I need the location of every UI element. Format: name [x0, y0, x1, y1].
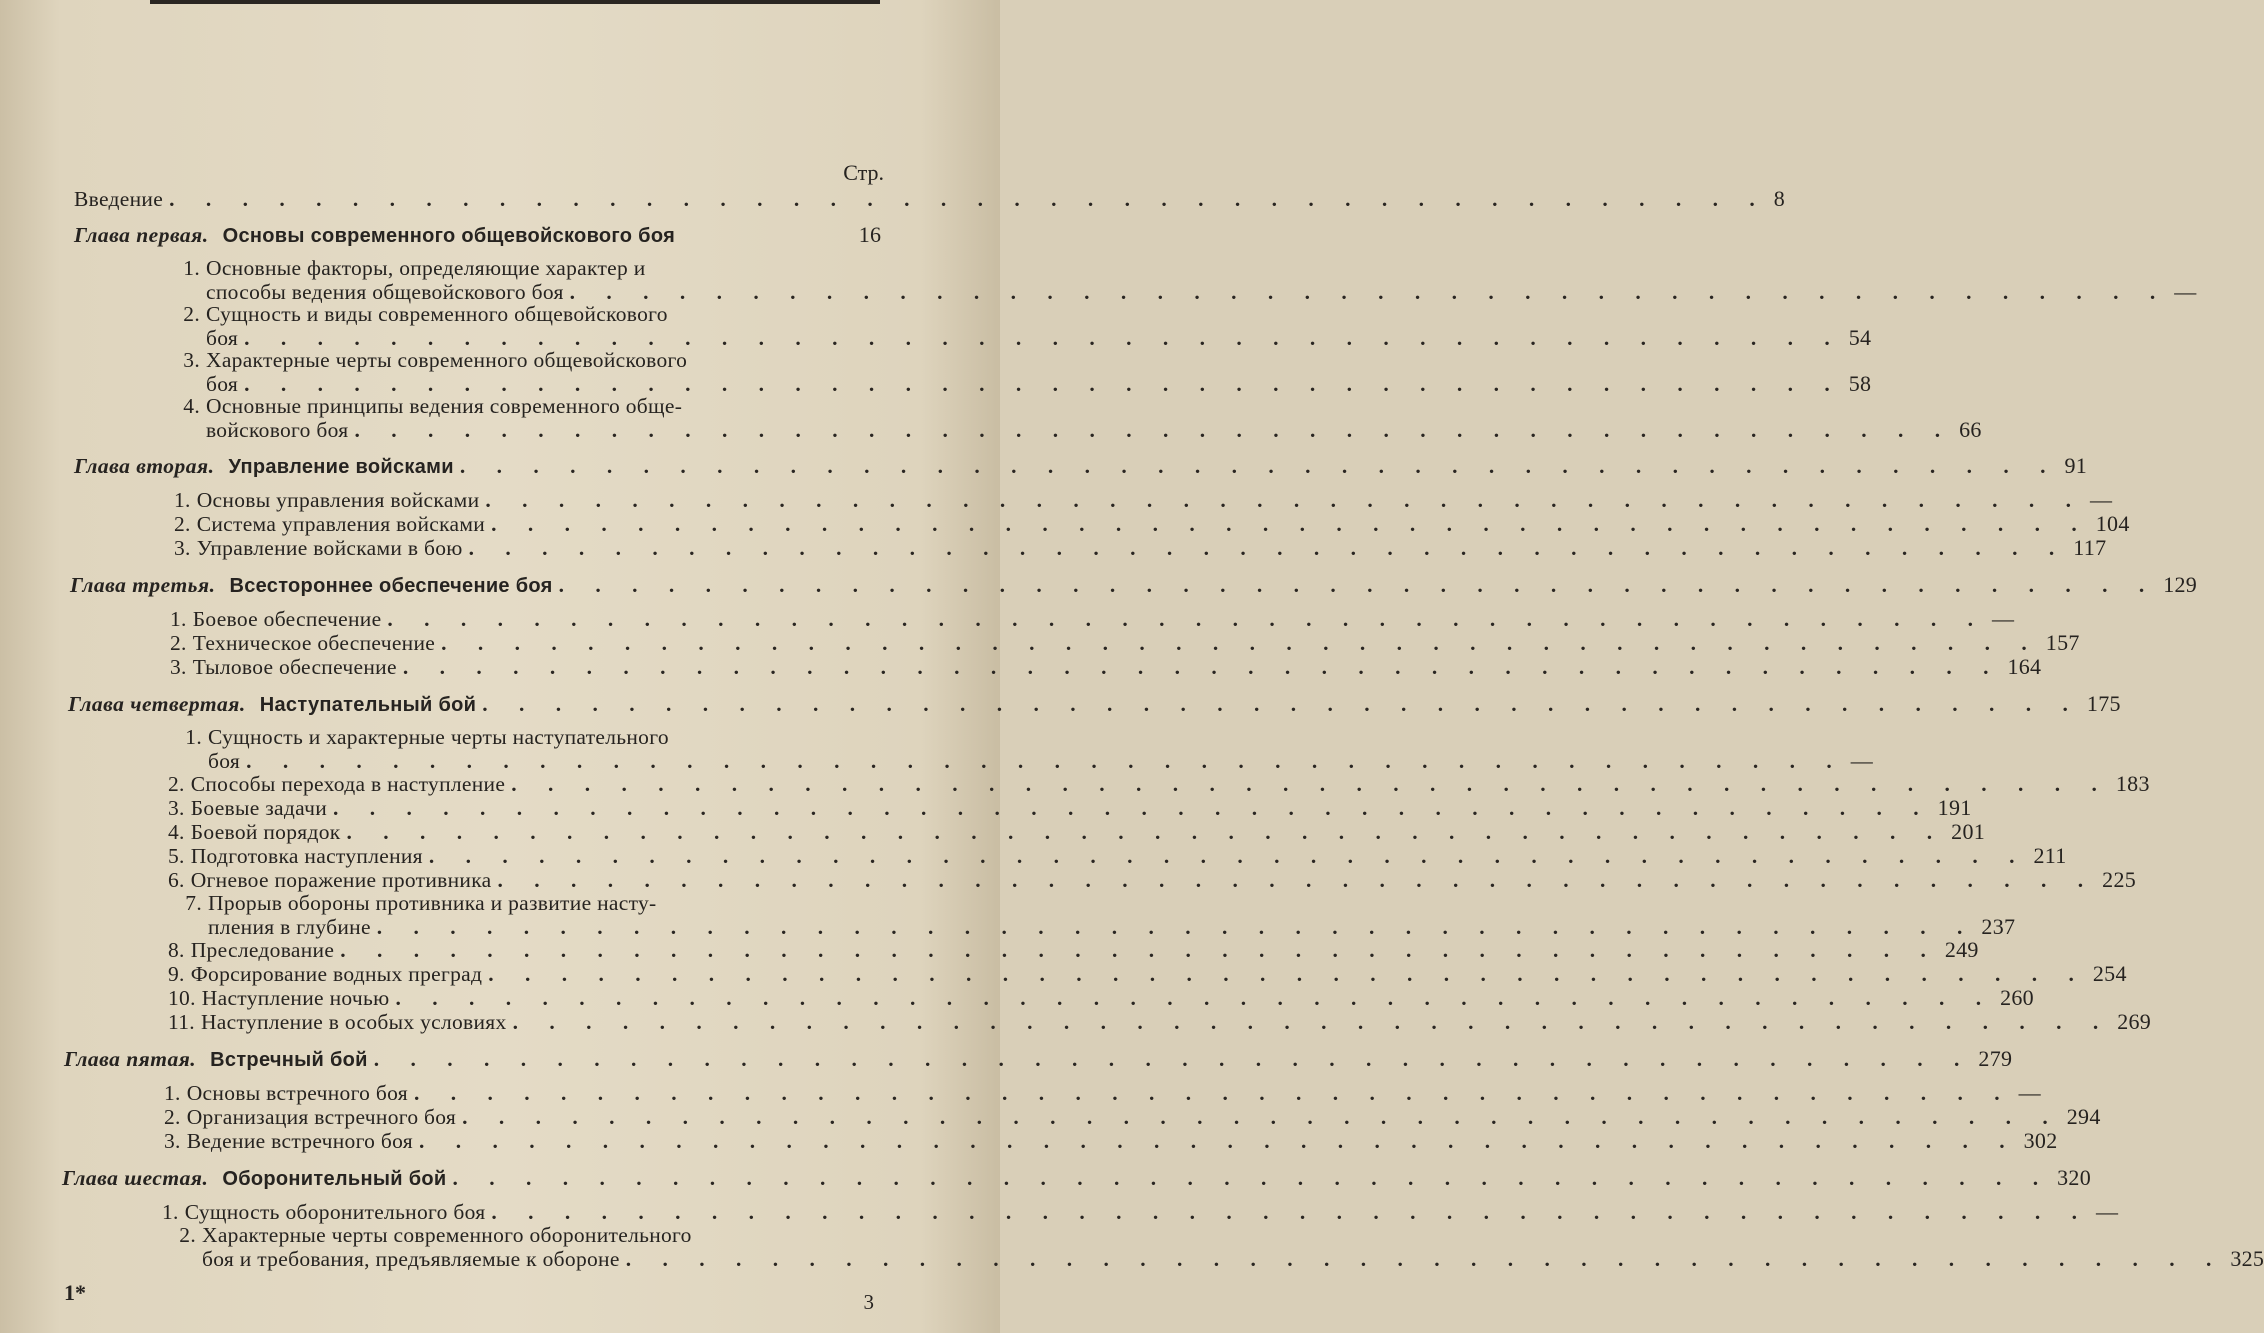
dot-leader: . . . . . . . . . . . . . . . . . . . . . . . . . . . . . . . . . . . . . . . . . . . .	[340, 938, 1939, 962]
chapter-label: Глава четвертая.	[68, 692, 246, 716]
page-ref: —	[1850, 748, 1874, 773]
dot-leader: . . . . . . . . . . . . . . . . . . . . . . . . . . . . . . . . . . . . . . . . . . . .	[462, 1105, 2061, 1129]
dot-leader: . . . . . . . . . . . . . . . . . . . . . . . . . . . . . . . . . . . . . . . . . . . .	[491, 1200, 2091, 1224]
top-rule	[150, 0, 880, 4]
page-ref: 16	[858, 222, 882, 247]
toc-section	[168, 867, 2137, 893]
section-number: 2.	[183, 302, 200, 326]
page-ref: —	[2018, 1080, 2041, 1105]
chapter-title: Управление войсками	[228, 456, 454, 478]
page-ref: —	[2090, 487, 2113, 512]
dot-leader: . . . . . . . . . . . . . . . . . . . . . . . . . . . . . . . . . . . . . . . . . . . .	[558, 573, 2158, 597]
page-column-header: Стр.	[843, 160, 884, 185]
section-title: Ведение встречного боя	[186, 1129, 413, 1153]
section-number: 3.	[168, 796, 185, 820]
dot-leader: . . . . . . . . . . . . . . . . . . . . . . . . . . . . . . . . . . . . . . . . . . . .	[244, 372, 1843, 396]
toc-section	[168, 819, 1986, 845]
toc-section	[170, 630, 2080, 656]
section-title: Прорыв обороны противника и развитие насту-	[208, 891, 657, 915]
chapter-title: Всестороннее обеспечение боя	[229, 575, 553, 597]
section-number: 1.	[183, 256, 200, 280]
toc-section-cont	[206, 417, 1982, 443]
section-title: Наступление ночью	[201, 986, 390, 1010]
chapter-label: Глава третья.	[70, 573, 216, 597]
section-title: Организация встречного боя	[186, 1105, 457, 1129]
section-title-continuation: боя	[206, 326, 239, 350]
dot-leader: . . . . . . . . . . . . . . . . . . . . . . . . . . . . . . . . . . . . . . . . . . . .	[488, 962, 2087, 986]
section-number: 9.	[168, 962, 185, 986]
dot-leader: . . . . . . . . . . . . . . . . . . . . . . . . . . . . . . . . . . . . . . . . . . . .	[625, 1247, 2225, 1271]
dot-leader: . . . . . . . . . . . . . . . . . . . . . . . . . . . . . . . . . . . . . . . . . . . .	[512, 1010, 2112, 1034]
chapter-label: Глава вторая.	[74, 454, 215, 478]
dot-leader: . . . . . . . . . . . . . . . . . . . . . . . . . . . . . . . . . . . . . . . . . . . .	[459, 454, 2059, 478]
section-number: 10.	[168, 986, 196, 1010]
chapter-label: Глава шестая.	[62, 1166, 209, 1190]
section-number: 5.	[168, 844, 185, 868]
section-number: 4.	[183, 394, 200, 418]
page-ref: 91	[2064, 453, 2088, 478]
dot-leader: . . . . . . . . . . . . . . . . . . . . . . . . . . . . . . . . . . . . . . . . . . . .	[468, 536, 2068, 560]
dot-leader: . . . . . . . . . . . . . . . . . . . . . . . . . . . . . . . . . . . . . . . . . . . .	[376, 915, 1976, 939]
toc-section-cont	[202, 1246, 2264, 1272]
toc-intro	[74, 186, 1785, 212]
page-ref: 8	[1773, 186, 1785, 211]
chapter-title: Оборонительный бой	[222, 1168, 447, 1190]
dot-leader: . . . . . . . . . . . . . . . . . . . . . . . . . . . . . . . . . . . . . . . . . . . .	[413, 1081, 2013, 1105]
toc-chapter	[64, 1046, 2013, 1072]
toc-section	[170, 654, 2042, 680]
page-ref: 320	[2057, 1165, 2092, 1190]
page-ref: 157	[2045, 630, 2080, 655]
toc-section	[168, 961, 2127, 987]
toc-chapter	[62, 1165, 2092, 1191]
chapter-label: Глава первая.	[74, 223, 209, 247]
chapter-title: Основы современного общевойскового боя	[222, 225, 676, 247]
page-ref: 164	[2007, 654, 2042, 679]
chapter-label: Глава пятая.	[64, 1047, 197, 1071]
dot-leader: . . . . . . . . . . . . . . . . . . . . . . . . . . . . . . . . . . . . . . . . . . . .	[169, 187, 1768, 211]
section-title-continuation: боя	[208, 749, 241, 773]
section-title-continuation: боя и требования, предъявляемые к обороне	[202, 1247, 620, 1271]
page-ref: 325	[2230, 1246, 2264, 1271]
dot-leader: . . . . . . . . . . . . . . . . . . . . . . . . . . . . . . . . . . . . . . . . . . . .	[569, 280, 2169, 304]
section-number: 2.	[164, 1105, 181, 1129]
page-ref: 183	[2115, 771, 2150, 796]
dot-leader: . . . . . . . . . . . . . . . . . . . . . . . . . . . . . . . . . . . . . . . . . . . .	[497, 868, 2097, 892]
toc-section	[164, 1104, 2101, 1130]
page-ref: 211	[2033, 843, 2067, 868]
section-number: 3.	[183, 348, 200, 372]
dot-leader: . . . . . . . . . . . . . . . . . . . . . . . . . . . . . . . . . . . . . . . . . . . .	[511, 772, 2110, 796]
dot-leader: . . . . . . . . . . . . . . . . . . . . . . . . . . . . . . . . . . . . . . . . . . . .	[482, 692, 2081, 716]
section-title: Преследование	[190, 938, 335, 962]
section-number: 3.	[164, 1129, 181, 1153]
dot-leader: . . . . . . . . . . . . . . . . . . . . . . . . . . . . . . . . . . . . . . . . . . . .	[246, 749, 1845, 773]
toc-chapter	[74, 222, 900, 248]
page-ref: —	[1992, 606, 2015, 631]
section-number: 11.	[168, 1010, 195, 1034]
section-title: Сущность и характерные черты наступательного	[208, 725, 669, 749]
section-title: Форсирование водных преград	[190, 962, 483, 986]
section-title: Боевые задачи	[190, 796, 328, 820]
dot-leader: . . . . . . . . . . . . . . . . . . . . . . . . . . . . . . . . . . . . . . . . . . . .	[441, 631, 2040, 655]
section-number: 2.	[170, 631, 187, 655]
page-ref: 191	[1937, 795, 1972, 820]
dot-leader: . . . . . . . . . . . . . . . . . . . . . . . . . . . . . . . . . . . . . . . . . . . .	[373, 1047, 1973, 1071]
page-ref: 269	[2117, 1009, 2152, 1034]
page-ref: 175	[2086, 691, 2121, 716]
page-ref: —	[2174, 279, 2197, 304]
toc-section	[168, 795, 1972, 821]
section-title: Тыловое обеспечение	[192, 655, 397, 679]
signature-mark: 1*	[64, 1280, 86, 1305]
section-number: 1.	[174, 488, 191, 512]
section-title: Боевой порядок	[190, 820, 341, 844]
section-title: Сущность оборонительного боя	[184, 1200, 486, 1224]
toc-section	[174, 511, 2130, 537]
section-title: Основные принципы ведения современного обще-	[206, 394, 683, 418]
dot-leader: . . . . . . . . . . . . . . . . . . . . . . . . . . . . . . . . . . . . . . . . . . . .	[485, 488, 2084, 512]
section-title-continuation: войскового боя	[206, 418, 349, 442]
toc-section	[162, 1199, 2119, 1225]
section-number: 4.	[168, 820, 185, 844]
page-ref: 201	[1951, 819, 1986, 844]
section-number: 1.	[185, 725, 202, 749]
section-number: 1.	[164, 1081, 181, 1105]
toc-section	[174, 487, 2113, 513]
section-title: Основные факторы, определяющие характер и	[206, 256, 646, 280]
dot-leader: . . . . . . . . . . . . . . . . . . . . . . . . . . . . . . . . . . . . . . . . . . . .	[346, 820, 1946, 844]
page-ref: 54	[1848, 325, 1872, 350]
section-title: Характерные черты современного оборонительного	[202, 1223, 692, 1247]
section-number: 1.	[162, 1200, 179, 1224]
intro-title: Введение	[74, 187, 164, 211]
page-ref: 302	[2023, 1128, 2058, 1153]
chapter-title: Наступательный бой	[259, 694, 477, 716]
toc-chapter	[70, 572, 2198, 598]
page-ref: 104	[2095, 511, 2130, 536]
page-ref: 58	[1848, 371, 1872, 396]
section-title: Сущность и виды современного общевойскового	[206, 302, 668, 326]
section-title-line	[162, 1223, 692, 1248]
section-number: 7.	[185, 891, 202, 915]
page-ref: 237	[1981, 914, 2016, 939]
section-number: 6.	[168, 868, 185, 892]
dot-leader: . . . . . . . . . . . . . . . . . . . . . . . . . . . . . . . . . . . . . . . . . . . .	[428, 844, 2028, 868]
section-title-line	[168, 891, 657, 916]
section-title-line	[174, 394, 682, 419]
dot-leader: . . . . . . . . . . . . . . . . . . . . . . . . . . . . . . . . . . . . . . . . . . . .	[491, 512, 2090, 536]
toc-section	[168, 843, 2067, 869]
page-ref: 66	[1959, 417, 1982, 442]
dot-leader: . . . . . . . . . . . . . . . . . . . . . . . . . . . . . . . . . . . . . . . . . . . .	[333, 796, 1932, 820]
dot-leader: . . . . . . . . . . . . . . . . . . . . . . . . . . . . . . . . . . . . . . . . . . . .	[244, 326, 1843, 350]
toc-section	[168, 771, 2150, 797]
section-title-line	[174, 348, 687, 373]
section-number: 3.	[174, 536, 191, 560]
dot-leader: . . . . . . . . . . . . . . . . . . . . . . . . . . . . . . . . . . . . . . . . . . . .	[387, 607, 1987, 631]
section-title: Огневое поражение противника	[190, 868, 492, 892]
section-title: Основы встречного боя	[186, 1081, 408, 1105]
toc-section	[174, 535, 2107, 561]
section-title-continuation: пления в глубине	[208, 915, 371, 939]
section-title: Подготовка наступления	[190, 844, 423, 868]
section-number: 2.	[174, 512, 191, 536]
page-ref: 279	[1978, 1046, 2013, 1071]
toc-chapter	[68, 691, 2121, 717]
page-ref: 249	[1944, 937, 1979, 962]
page-ref: 260	[2000, 985, 2034, 1010]
section-title: Техническое обеспечение	[192, 631, 436, 655]
toc-section	[164, 1128, 2058, 1154]
section-title: Характерные черты современного общевойскового	[206, 348, 688, 372]
section-title: Система управления войсками	[196, 512, 486, 536]
section-number: 8.	[168, 938, 185, 962]
dot-leader: . . . . . . . . . . . . . . . . . . . . . . . . . . . . . . . . . . . . . . . . . . . .	[354, 418, 1954, 442]
section-number: 2.	[168, 772, 185, 796]
page-ref: 225	[2102, 867, 2137, 892]
section-title: Способы перехода в наступление	[190, 772, 506, 796]
section-title: Основы управления войсками	[196, 488, 480, 512]
section-title-continuation: способы ведения общевойскового боя	[206, 280, 564, 304]
page-number: 3	[863, 1290, 874, 1314]
page-ref: 129	[2163, 572, 2198, 597]
dot-leader: . . . . . . . . . . . . . . . . . . . . . . . . . . . . . . . . . . . . . . . . . . . .	[418, 1129, 2018, 1153]
dot-leader: . . . . . . . . . . . . . . . . . . . . . . . . . . . . . . . . . . . . . . . . . . . .	[395, 986, 1995, 1010]
dot-leader: . . . . . . . . . . . . . . . . . . . . . . . . . . . . . . . . . . . . . . . . . . . .	[402, 655, 2002, 679]
toc-section	[168, 1009, 2152, 1035]
section-title: Наступление в особых условиях	[200, 1010, 507, 1034]
section-number: 3.	[170, 655, 187, 679]
toc-section	[170, 606, 2015, 632]
section-title: Боевое обеспечение	[192, 607, 382, 631]
section-title-continuation: боя	[206, 372, 239, 396]
page-ref: 117	[2073, 535, 2107, 560]
section-number: 1.	[170, 607, 187, 631]
toc-section	[168, 985, 2034, 1011]
section-title: Управление войсками в бою	[196, 536, 463, 560]
section-title-line	[168, 725, 669, 750]
toc-section	[168, 937, 1979, 963]
page-ref: 254	[2092, 961, 2127, 986]
toc-chapter	[74, 453, 2088, 479]
page-ref: —	[2096, 1199, 2119, 1224]
dot-leader: . . . . . . . . . . . . . . . . . . . . . . . . . . . . . . . . . . . . . . . . . . . .	[452, 1166, 2052, 1190]
section-title-line	[174, 256, 646, 281]
chapter-title: Встречный бой	[210, 1049, 368, 1071]
section-title-line	[174, 302, 668, 327]
section-number: 2.	[179, 1223, 196, 1247]
page-ref: 294	[2066, 1104, 2101, 1129]
toc-section	[164, 1080, 2041, 1106]
